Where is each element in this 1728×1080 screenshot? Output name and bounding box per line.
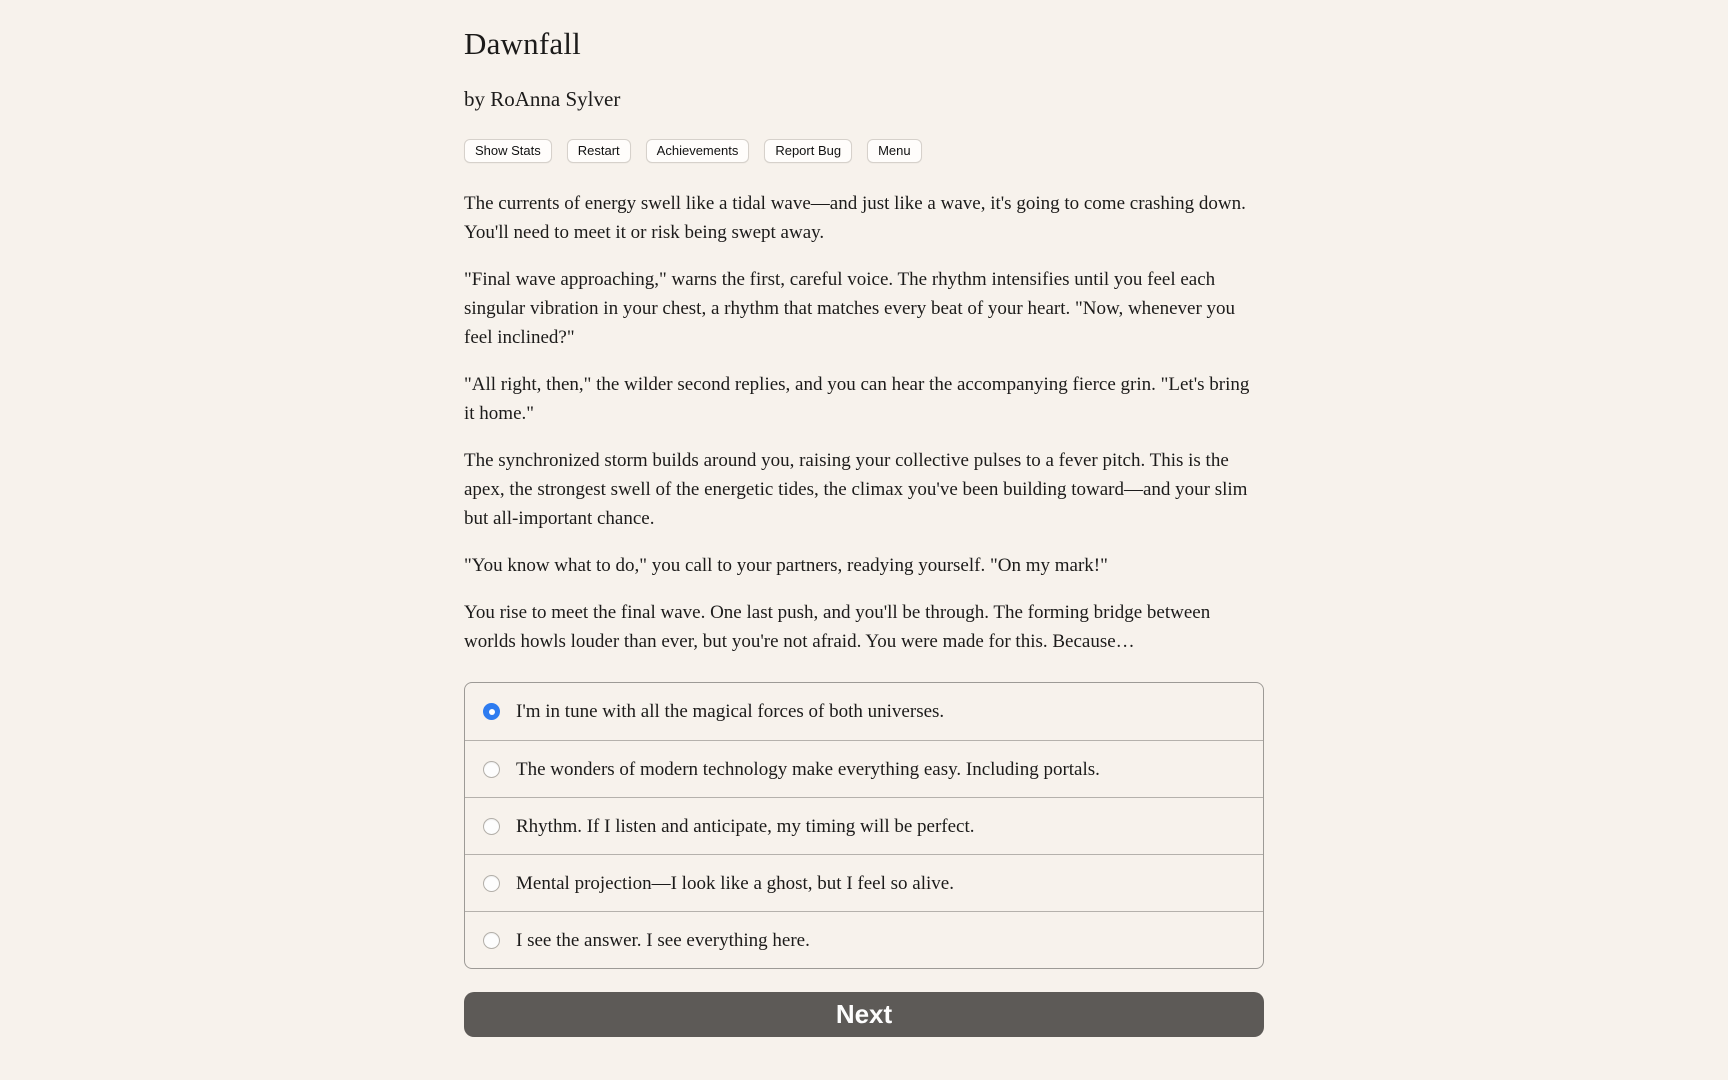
radio-button-icon[interactable] xyxy=(483,703,500,720)
show-stats-button[interactable]: Show Stats xyxy=(464,139,552,163)
game-content xyxy=(464,0,1264,1037)
story-paragraph: You rise to meet the final wave. One last push, and you'll be through. The forming bridge between worlds howls louder than ever, but you're not afraid. You were made for this. Because… xyxy=(464,602,1211,652)
choice-option[interactable] xyxy=(465,740,1263,797)
radio-button-icon[interactable] xyxy=(483,818,500,835)
story-paragraph: The synchronized storm builds around you, raising your collective pulses to a fever pitch. This is the apex, the strongest swell of the energetic tides, the climax you've been building toward—and your slim but all-important chance. xyxy=(464,450,1248,529)
choice-option-label: I'm in tune with all the magical forces of both universes. xyxy=(516,701,945,722)
choice-option-label: Mental projection—I look like a ghost, but I feel so alive. xyxy=(516,872,954,894)
menu-button[interactable]: Menu xyxy=(867,139,922,163)
radio-button-icon[interactable] xyxy=(483,875,500,892)
choice-option[interactable] xyxy=(465,911,1263,968)
story-paragraph: "All right, then," the wilder second replies, and you can hear the accompanying fierce grin. "Let's bring it home." xyxy=(464,374,1250,424)
achievements-button[interactable]: Achievements xyxy=(646,139,750,163)
radio-button-icon[interactable] xyxy=(483,761,500,778)
choice-option[interactable] xyxy=(465,854,1263,911)
choice-option-label: The wonders of modern technology make everything easy. Including portals. xyxy=(516,758,1100,780)
choice-list xyxy=(464,682,1264,969)
story-text xyxy=(464,189,1264,656)
radio-button-icon[interactable] xyxy=(483,932,500,949)
next-button[interactable]: Next xyxy=(464,992,1264,1037)
choice-option[interactable] xyxy=(465,683,1263,740)
choice-option[interactable] xyxy=(465,797,1263,854)
story-paragraph: "You know what to do," you call to your partners, readying yourself. "On my mark!" xyxy=(464,555,1108,576)
toolbar xyxy=(464,139,1264,163)
choice-option-label: I see the answer. I see everything here. xyxy=(516,929,810,951)
story-paragraph: "Final wave approaching," warns the first, careful voice. The rhythm intensifies until you feel each singular vibration in your chest, a rhythm that matches every beat of your heart. "Now, whenever you feel inclined?" xyxy=(464,269,1236,348)
author-byline: by RoAnna Sylver xyxy=(464,87,621,111)
report-bug-button[interactable]: Report Bug xyxy=(764,139,852,163)
restart-button[interactable]: Restart xyxy=(567,139,631,163)
page-title: Dawnfall xyxy=(464,26,581,61)
story-paragraph: The currents of energy swell like a tidal wave—and just like a wave, it's going to come crashing down. You'll need to meet it or risk being swept away. xyxy=(464,193,1246,243)
choice-option-label: Rhythm. If I listen and anticipate, my timing will be perfect. xyxy=(516,815,975,837)
